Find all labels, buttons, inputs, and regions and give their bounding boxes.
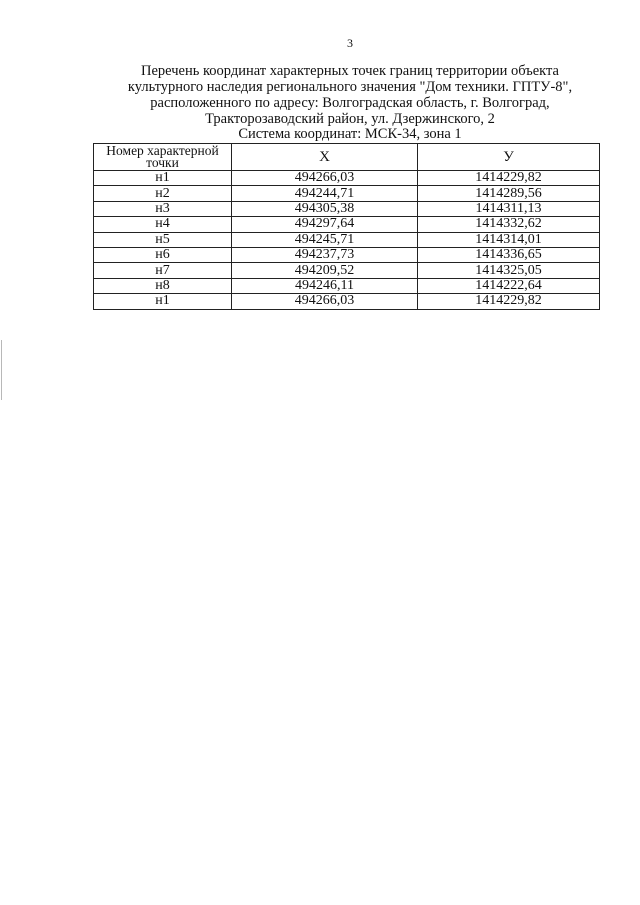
cell-point: н5 <box>94 232 232 247</box>
header-x: X <box>232 144 418 171</box>
title-line: Тракторозаводский район, ул. Дзержинского, 2 <box>205 111 495 127</box>
cell-x: 494305,38 <box>232 201 418 216</box>
cell-x: 494297,64 <box>232 217 418 232</box>
cell-point: н1 <box>94 294 232 309</box>
cell-y: 1414336,65 <box>418 247 600 262</box>
title-line: расположенного по адресу: Волгоградская область, г. Волгоград, <box>150 95 550 111</box>
cell-x: 494266,03 <box>232 171 418 186</box>
cell-point: н3 <box>94 201 232 216</box>
cell-y: 1414332,62 <box>418 217 600 232</box>
cell-y: 1414289,56 <box>418 186 600 201</box>
title-line: культурного наследия регионального значения "Дом техники. ГПТУ-8", <box>127 79 573 95</box>
cell-point: н4 <box>94 217 232 232</box>
scan-edge-line <box>1 340 2 400</box>
title-line: Перечень координат характерных точек границ территории объекта <box>141 63 559 79</box>
header-point-number: Номер характерной точки <box>94 144 232 171</box>
table-row <box>94 278 600 293</box>
cell-x: 494209,52 <box>232 263 418 278</box>
cell-point: н6 <box>94 247 232 262</box>
coordinate-system-caption: Система координат: МСК-34, зона 1 <box>238 126 462 142</box>
header-y: У <box>418 144 600 171</box>
cell-x: 494237,73 <box>232 247 418 262</box>
coordinates-table <box>93 143 600 310</box>
cell-y: 1414325,05 <box>418 263 600 278</box>
cell-point: н8 <box>94 278 232 293</box>
table-row <box>94 171 600 186</box>
table-row <box>94 217 600 232</box>
cell-x: 494246,11 <box>232 278 418 293</box>
page-number: 3 <box>347 36 353 50</box>
table-row <box>94 201 600 216</box>
cell-x: 494245,71 <box>232 232 418 247</box>
cell-point: н1 <box>94 171 232 186</box>
cell-y: 1414229,82 <box>418 171 600 186</box>
table-header-row <box>94 144 600 171</box>
table-row <box>94 263 600 278</box>
table-row <box>94 247 600 262</box>
table-row <box>94 186 600 201</box>
table-row <box>94 294 600 309</box>
cell-y: 1414311,13 <box>418 201 600 216</box>
table-row <box>94 232 600 247</box>
cell-point: н7 <box>94 263 232 278</box>
cell-x: 494244,71 <box>232 186 418 201</box>
document-title <box>100 63 600 127</box>
cell-point: н2 <box>94 186 232 201</box>
cell-x: 494266,03 <box>232 294 418 309</box>
cell-y: 1414314,01 <box>418 232 600 247</box>
cell-y: 1414229,82 <box>418 294 600 309</box>
cell-y: 1414222,64 <box>418 278 600 293</box>
